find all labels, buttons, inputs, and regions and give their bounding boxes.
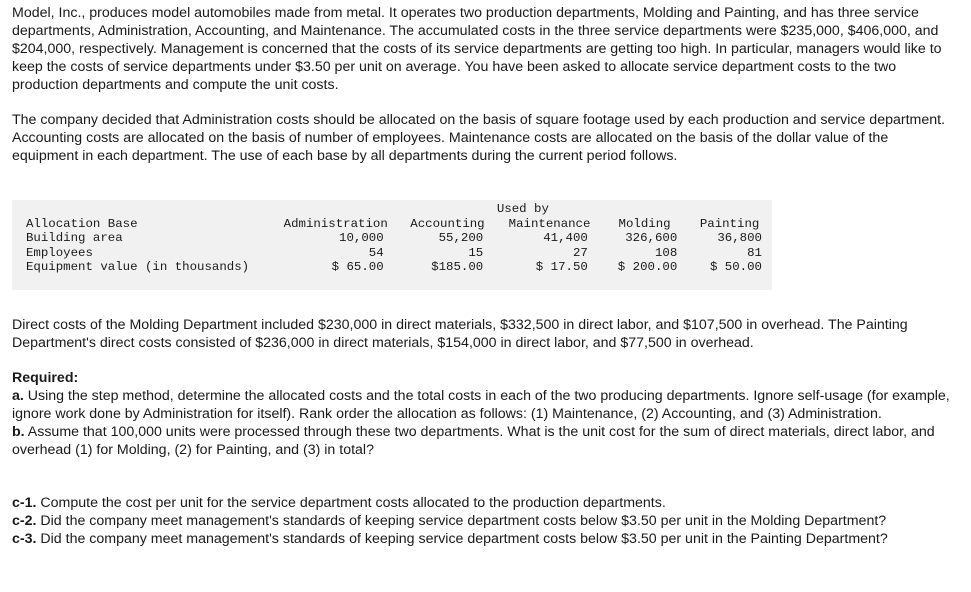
allocation-table	[26, 202, 772, 275]
question-text: Assume that 100,000 units were processed through these two departments. What is the unit cost for the sum of direct materials, direct labor, and overhead (1) for Molding, (2) for Painting, and (3) in total?	[12, 424, 935, 458]
question-c2	[12, 512, 952, 530]
question-text: Using the step method, determine the allocated costs and the total costs in each of the two producing departments. Ignore self-usage (for example, ignore work done by Administration for itself). Rank order the allocation as follows: (1) Maintenance, (2) Accounting, and (3) Administration.	[12, 388, 950, 422]
table-row	[26, 231, 772, 246]
question-b	[12, 423, 952, 459]
question-c3	[12, 530, 952, 548]
table-header-row	[26, 217, 772, 232]
table-cell: 15	[468, 245, 484, 260]
row-label: Employees	[26, 245, 93, 260]
column-header: Molding	[618, 216, 671, 231]
question-label: b.	[12, 424, 25, 440]
allocation-basis-paragraph: The company decided that Administration costs should be allocated on the basis of square footage used by each production and service department. Accounting costs are allocated on the basis of number of employees. Maintenance costs are allocated on the basis of the dollar value of the equipment in each department. The use of each base by all departments during the current period follows.	[12, 112, 946, 164]
question-label: a.	[12, 388, 24, 404]
table-cell: 108	[654, 245, 678, 260]
table-row	[26, 246, 772, 261]
table-cell: $ 65.00	[331, 260, 384, 275]
required-title: Required:	[12, 370, 79, 386]
table-cell: 10,000	[339, 231, 384, 246]
table-cell: $ 200.00	[617, 260, 678, 275]
intro-paragraph: Model, Inc., produces model automobiles made from metal. It operates two production departments, Molding and Painting, and has three service departments, Administration, Accounting, and Maintenance. The accumulated costs in the three service departments were $235,000, $406,000, and $204,000, respectively. Management is concerned that the costs of its service departments are getting too high. In particular, managers would like to keep the costs of service departments under $3.50 per unit on average. You have been asked to allocate service department costs to the two production departments and compute the unit costs.	[12, 5, 942, 93]
table-cell: 54	[368, 245, 384, 260]
question-a	[12, 387, 952, 423]
row-label: Building area	[26, 231, 123, 246]
table-group-header-row	[26, 202, 772, 217]
allocation-table-box	[12, 200, 772, 290]
column-header: Allocation Base	[26, 216, 138, 231]
column-header: Maintenance	[508, 216, 591, 231]
question-text: Did the company meet management's standards of keeping service department costs below $3.50 per unit in the Painting Department?	[40, 531, 888, 547]
question-label: c-1.	[12, 495, 37, 511]
table-cell: $ 17.50	[535, 260, 588, 275]
table-row	[26, 260, 772, 275]
column-header: Administration	[283, 216, 388, 231]
table-cell: $185.00	[431, 260, 484, 275]
question-label: c-2.	[12, 513, 37, 529]
direct-costs-paragraph: Direct costs of the Molding Department included $230,000 in direct materials, $332,500 in direct labor, and $107,500 in overhead. The Painting Department's direct costs consisted of $236,000 in direct materials, $154,000 in direct labor, and $77,500 in overhead.	[12, 317, 908, 351]
table-cell: 36,800	[717, 231, 762, 246]
row-label: Equipment value (in thousands)	[26, 260, 250, 275]
required-section	[12, 369, 952, 459]
question-text: Compute the cost per unit for the service department costs allocated to the production departments.	[40, 495, 666, 511]
table-cell: 326,600	[625, 231, 678, 246]
question-label: c-3.	[12, 531, 37, 547]
table-cell: 41,400	[543, 231, 588, 246]
used-by-header: Used by	[496, 202, 549, 216]
questions-c-section	[12, 494, 952, 548]
question-text: Did the company meet management's standards of keeping service department costs below $3.50 per unit in the Molding Department?	[40, 513, 887, 529]
table-cell: 55,200	[438, 231, 484, 246]
table-cell: $ 50.00	[709, 260, 762, 275]
column-header: Painting	[699, 216, 760, 231]
column-header: Accounting	[410, 216, 485, 231]
table-cell: 81	[747, 245, 762, 260]
table-cell: 27	[572, 245, 588, 260]
question-c1	[12, 494, 952, 512]
